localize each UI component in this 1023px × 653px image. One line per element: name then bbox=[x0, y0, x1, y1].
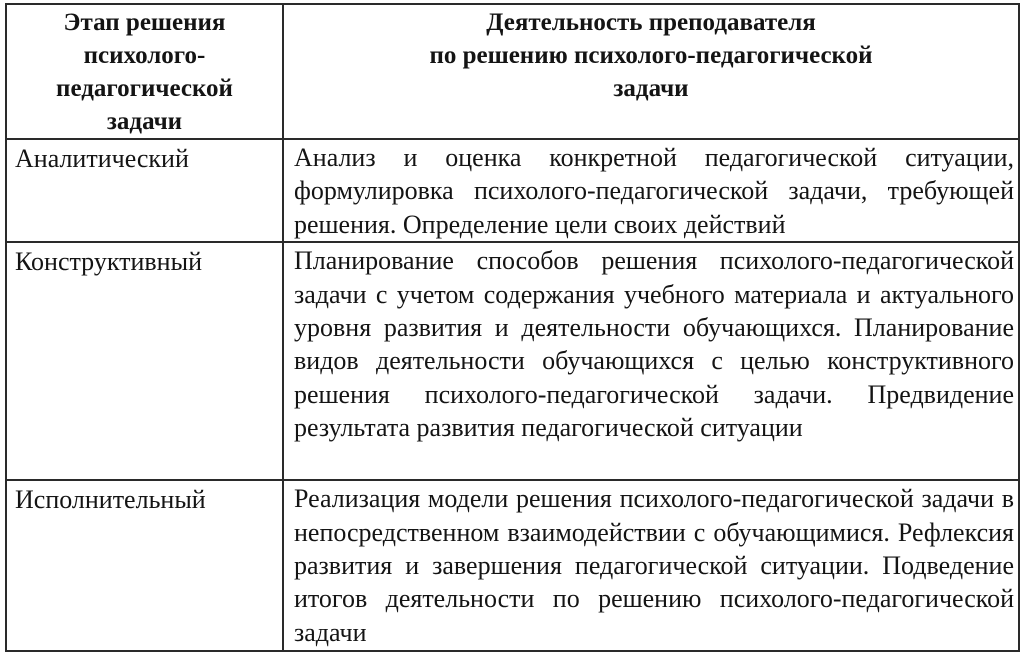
activity-cell: Анализ и оценка конкретной педагогической ситуации, формулировка психолого-педагогической задачи, требующей решения. Определение цели своих действий bbox=[283, 139, 1019, 242]
stage-cell: Аналитический bbox=[6, 139, 283, 242]
header-stage-line: Этап решения bbox=[63, 9, 226, 36]
table-row bbox=[6, 242, 1019, 480]
header-stage bbox=[6, 4, 283, 139]
stages-table bbox=[5, 3, 1020, 652]
stage-cell: Конструктивный bbox=[6, 242, 283, 480]
header-stage-line: педагогической bbox=[56, 75, 233, 102]
activity-cell: Реализация модели решения психолого-педагогической задачи в непосредственном взаимодействии с обучающимися. Рефлексия развития и завершения педагогической ситуации. Подведение итогов деятельности по решению психолого-педагогической задачи bbox=[283, 480, 1019, 651]
header-activity-line: по решению психолого-педагогической bbox=[429, 42, 873, 69]
header-stage-line: задачи bbox=[106, 108, 183, 135]
table-row bbox=[6, 480, 1019, 651]
stage-cell: Исполнительный bbox=[6, 480, 283, 651]
header-stage-line: психолого- bbox=[83, 42, 206, 69]
header-activity-line: Деятельность преподавателя bbox=[486, 9, 816, 36]
table-header-row bbox=[6, 4, 1019, 139]
activity-cell: Планирование способов решения психолого-педагогической задачи с учетом содержания учебного материала и актуального уровня развития и деятельности обучающихся. Планирование видов деятельности обучающихся с целью конструктивного решения психолого-педагогической задачи. Предвидение результата развития педагогической ситуации bbox=[283, 242, 1019, 480]
header-activity bbox=[283, 4, 1019, 139]
table-row bbox=[6, 139, 1019, 242]
header-activity-line: задачи bbox=[613, 75, 689, 102]
